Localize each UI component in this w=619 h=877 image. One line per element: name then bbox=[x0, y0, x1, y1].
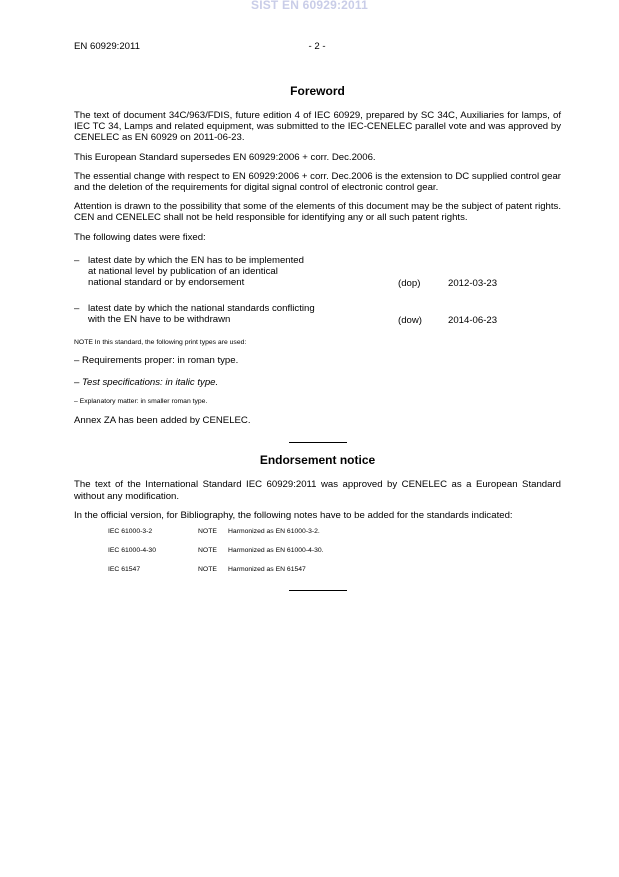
dates-intro: The following dates were fixed: bbox=[74, 231, 206, 243]
watermark: SIST EN 60929:2011 bbox=[250, 0, 368, 12]
dates-list bbox=[74, 255, 561, 326]
endorsement-title: Endorsement notice bbox=[259, 453, 376, 468]
bibliography-note-text: Harmonized as EN 61000-3-2. bbox=[228, 528, 320, 536]
foreword-paragraph-4: Attention is drawn to the possibility that some of the elements of this document may be the subject of patent rights. CEN and CENELEC shall not be held responsible for identifying any or all such patent rights. bbox=[74, 201, 561, 224]
foreword-paragraph-2: This European Standard supersedes EN 60929:2006 + corr. Dec.2006. bbox=[74, 151, 376, 163]
date-description-line: at national level by publication of an identical bbox=[88, 266, 278, 278]
list-dash: – bbox=[74, 254, 80, 266]
bibliography-note-label: NOTE bbox=[198, 528, 217, 536]
bibliography-ref: IEC 61547 bbox=[108, 566, 141, 574]
bibliography-note-text: Harmonized as EN 61000-4-30. bbox=[228, 547, 324, 555]
bibliography-note-label: NOTE bbox=[198, 566, 217, 574]
bibliography-ref: IEC 61000-3-2 bbox=[108, 528, 153, 536]
print-types-note: NOTE In this standard, the following print types are used: bbox=[74, 338, 247, 346]
date-value: 2014-06-23 bbox=[448, 314, 498, 326]
print-type-small: – Explanatory matter: in smaller roman type. bbox=[74, 398, 208, 406]
bibliography-row bbox=[108, 527, 561, 546]
bibliography-note-text: Harmonized as EN 61547 bbox=[228, 566, 306, 574]
date-abbreviation: (dop) bbox=[398, 277, 421, 289]
foreword-title: Foreword bbox=[290, 84, 345, 98]
list-dash: – bbox=[74, 302, 80, 314]
page-content bbox=[74, 84, 561, 601]
print-type-roman: – Requirements proper: in roman type. bbox=[74, 354, 239, 366]
header-page-number: - 2 - bbox=[308, 41, 326, 52]
bibliography-ref: IEC 61000-4-30 bbox=[108, 547, 156, 555]
date-abbreviation: (dow) bbox=[398, 314, 422, 326]
date-row-dow bbox=[74, 303, 561, 326]
date-row-dop bbox=[74, 255, 561, 289]
date-description bbox=[88, 255, 358, 289]
bibliography-notes bbox=[108, 527, 561, 584]
annex-statement: Annex ZA has been added by CENELEC. bbox=[74, 415, 251, 427]
endorsement-paragraph-1: The text of the International Standard IEC 60929:2011 was approved by CENELEC as a European Standard without any modification. bbox=[74, 479, 561, 502]
bibliography-row bbox=[108, 546, 561, 565]
print-type-italic: – Test specifications: in italic type. bbox=[74, 377, 219, 389]
date-value: 2012-03-23 bbox=[448, 277, 498, 289]
section-divider bbox=[289, 442, 347, 443]
section-divider bbox=[289, 590, 347, 591]
date-description bbox=[88, 303, 358, 325]
date-description-line: national standard or by endorsement bbox=[88, 277, 245, 289]
date-description-line: with the EN have to be withdrawn bbox=[88, 314, 231, 326]
date-description-line: latest date by which the national standards conflicting bbox=[88, 302, 315, 314]
endorsement-paragraph-2: In the official version, for Bibliography, the following notes have to be added for the standards indicated: bbox=[74, 509, 513, 521]
bibliography-row bbox=[108, 565, 561, 584]
header-doc-id: EN 60929:2011 bbox=[74, 41, 140, 52]
foreword-paragraph-3: The essential change with respect to EN 60929:2006 + corr. Dec.2006 is the extension to DC supplied control gear and the deletion of the requirements for digital signal control of electronic control gear. bbox=[74, 170, 561, 194]
foreword-paragraph-1: The text of document 34C/963/FDIS, future edition 4 of IEC 60929, prepared by SC 34C, Auxiliaries for lamps, of IEC TC 34, Lamps and related equipment, was submitted to the IEC-CENELEC parallel vote and was approved by CENELEC as EN 60929 on 2011-06-23. bbox=[74, 110, 561, 144]
date-description-line: latest date by which the EN has to be implemented bbox=[88, 254, 304, 266]
bibliography-note-label: NOTE bbox=[198, 547, 217, 555]
